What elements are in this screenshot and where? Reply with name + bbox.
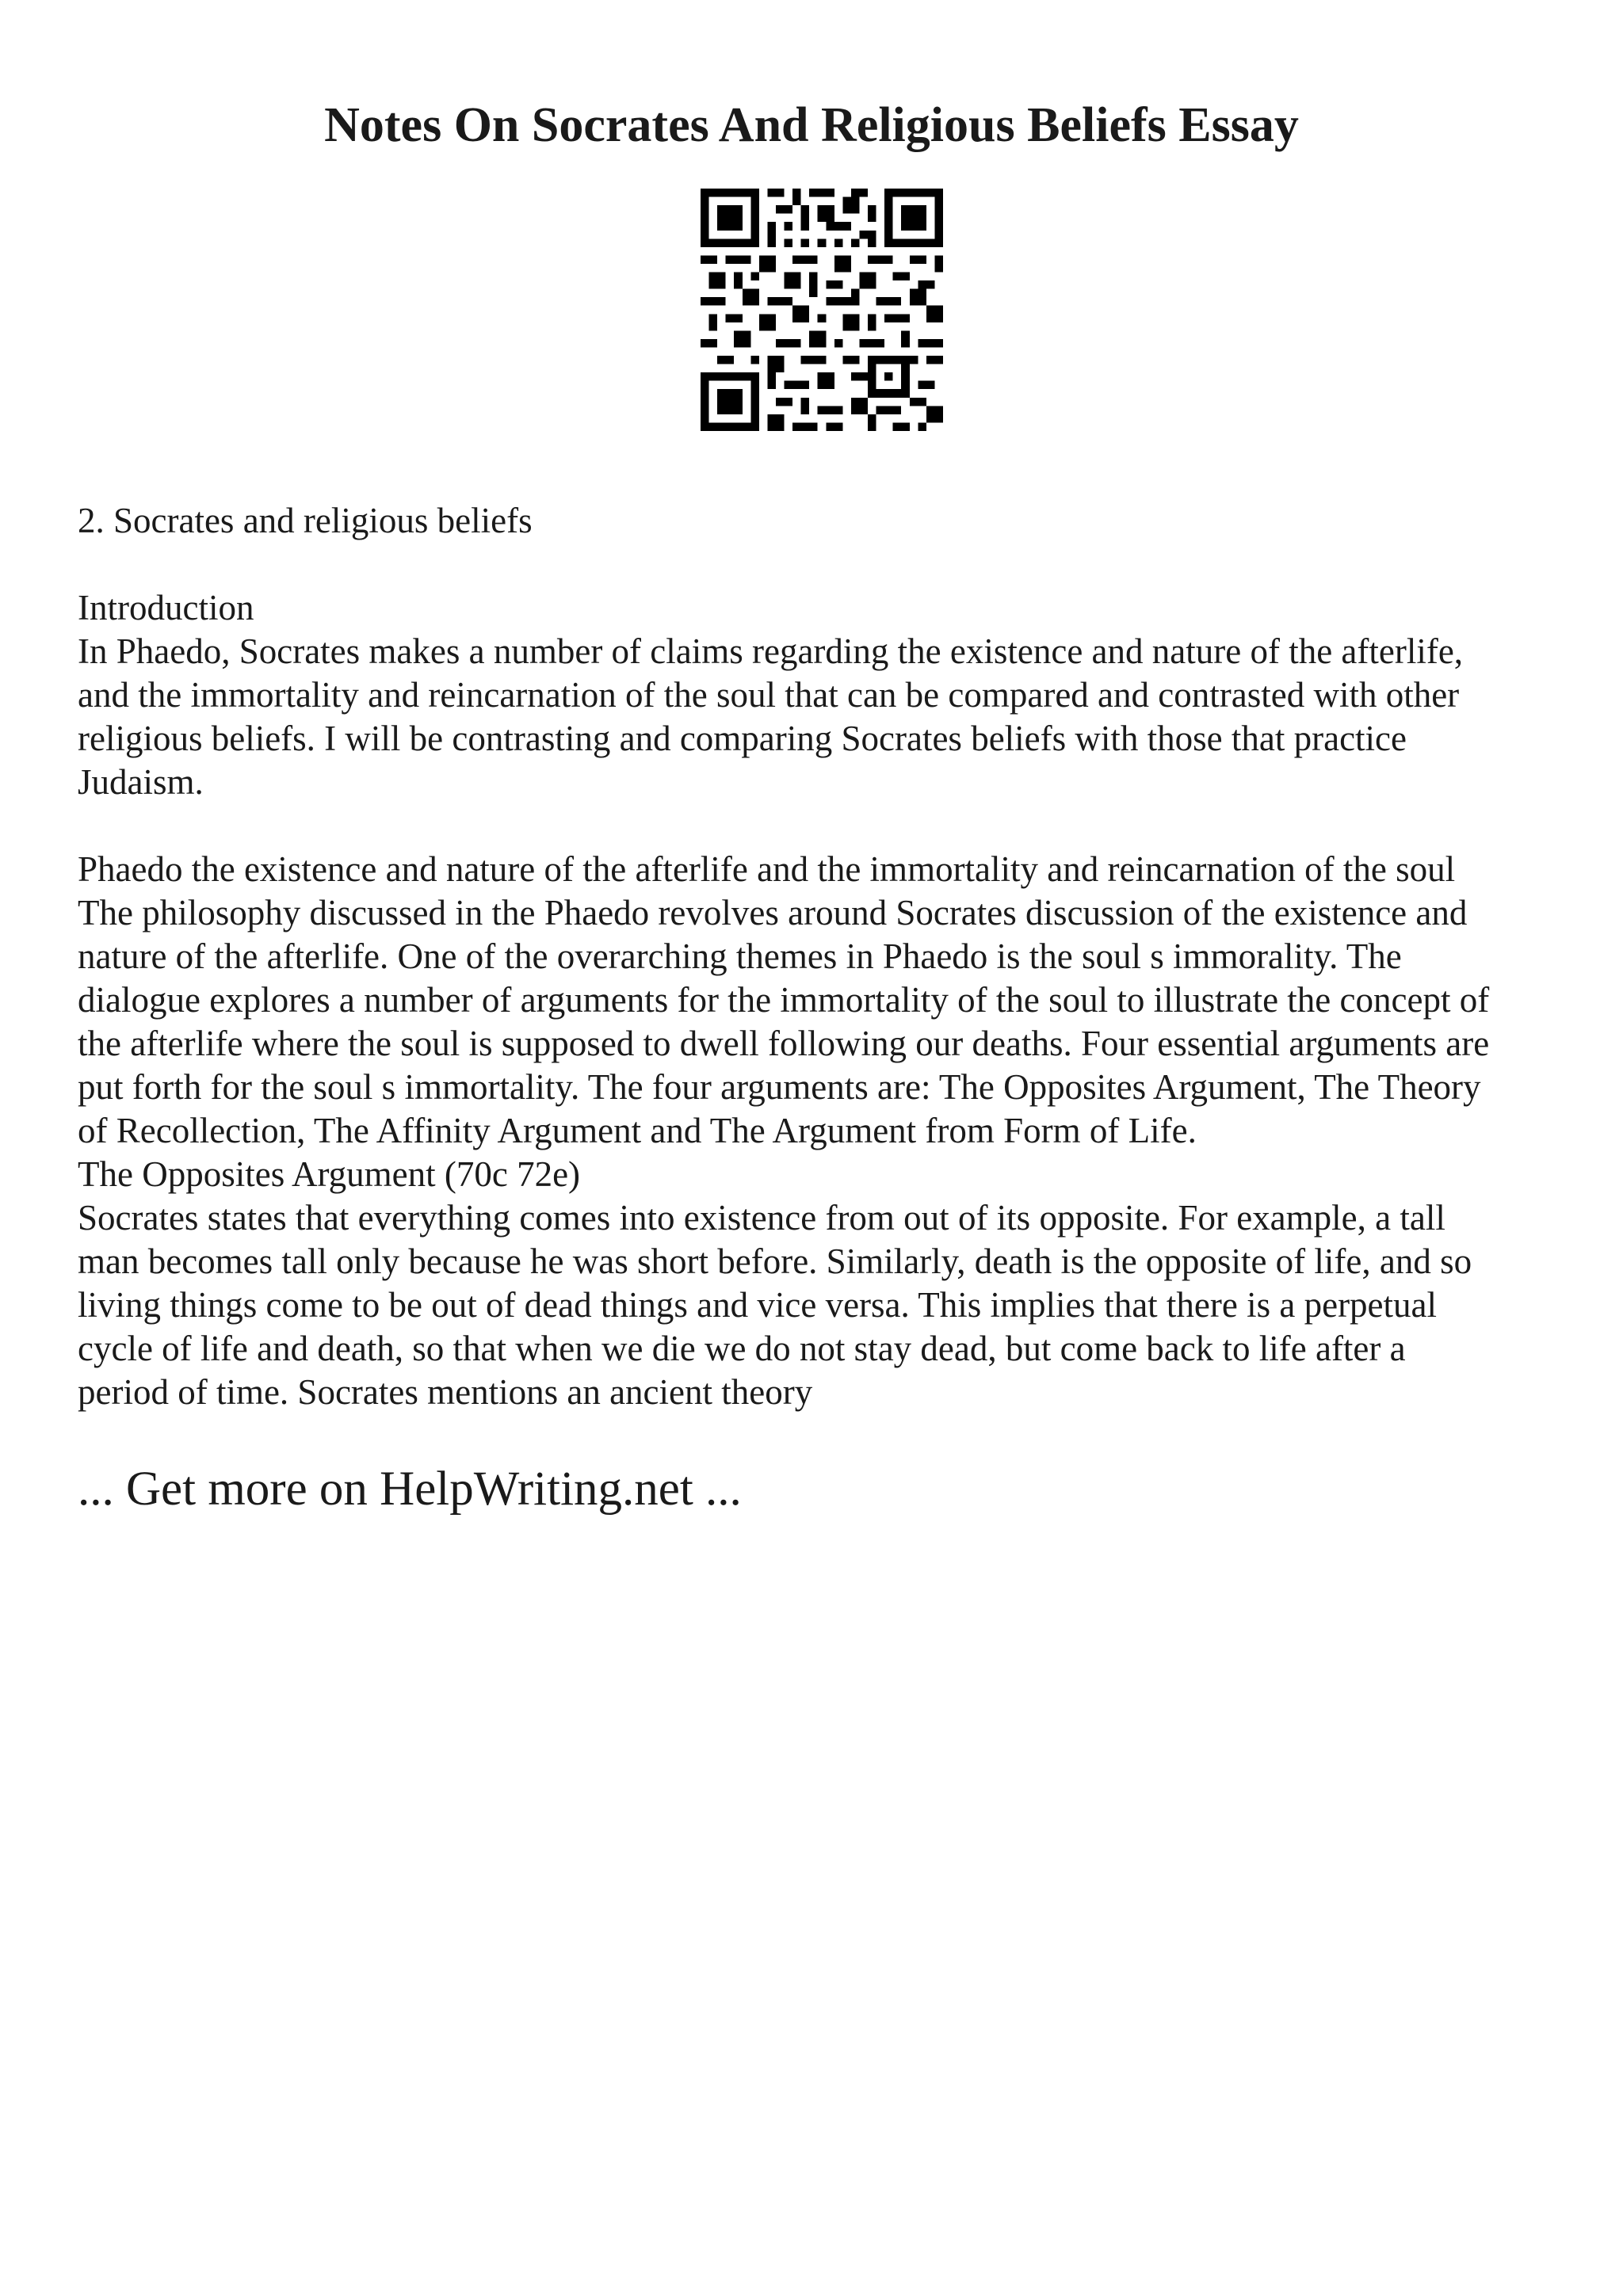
phaedo-line: cycle of life and death, so that when we die we do not stay dead, but come back to life after a	[78, 1329, 1406, 1368]
section-heading: 2. Socrates and religious beliefs	[78, 501, 533, 540]
section-heading-block	[78, 499, 1568, 543]
phaedo-line: man becomes tall only because he was short before. Similarly, death is the opposite of life, and so	[78, 1241, 1472, 1281]
phaedo-line: dialogue explores a number of arguments for the immortality of the soul to illustrate the concept of	[78, 980, 1490, 1020]
phaedo-line: Phaedo the existence and nature of the afterlife and the immortality and reincarnation of the soul	[78, 849, 1456, 889]
phaedo-line: the afterlife where the soul is supposed to dwell following our deaths. Four essential arguments are	[78, 1024, 1490, 1063]
intro-line: In Phaedo, Socrates makes a number of claims regarding the existence and nature of the afterlife,	[78, 631, 1464, 671]
document-title: Notes On Socrates And Religious Beliefs Essay	[324, 98, 1299, 152]
opposites-argument-heading: The Opposites Argument (70c 72e)	[78, 1154, 581, 1194]
qr-code-icon	[701, 189, 943, 431]
introduction-block	[78, 586, 1568, 804]
phaedo-line: living things come to be out of dead things and vice versa. This implies that there is a perpetual	[78, 1285, 1438, 1325]
phaedo-line: nature of the afterlife. One of the overarching themes in Phaedo is the soul s immorality. The	[78, 936, 1402, 976]
phaedo-line: of Recollection, The Affinity Argument and The Argument from Form of Life.	[78, 1111, 1197, 1150]
phaedo-line: period of time. Socrates mentions an ancient theory	[78, 1372, 813, 1412]
phaedo-line: put forth for the soul s immortality. The four arguments are: The Opposites Argument, The Theory	[78, 1067, 1481, 1107]
introduction-heading: Introduction	[78, 588, 254, 627]
intro-line: Judaism.	[78, 762, 204, 802]
intro-line: religious beliefs. I will be contrasting and comparing Socrates beliefs with those that practice	[78, 719, 1407, 758]
intro-line: and the immortality and reincarnation of the soul that can be compared and contrasted with other	[78, 675, 1460, 715]
phaedo-line: The philosophy discussed in the Phaedo revolves around Socrates discussion of the existence and	[78, 893, 1468, 933]
get-more-link[interactable]: ... Get more on HelpWriting.net ...	[78, 1463, 742, 1516]
phaedo-line: Socrates states that everything comes into existence from out of its opposite. For example, a tall	[78, 1198, 1445, 1238]
phaedo-block	[78, 848, 1568, 1414]
